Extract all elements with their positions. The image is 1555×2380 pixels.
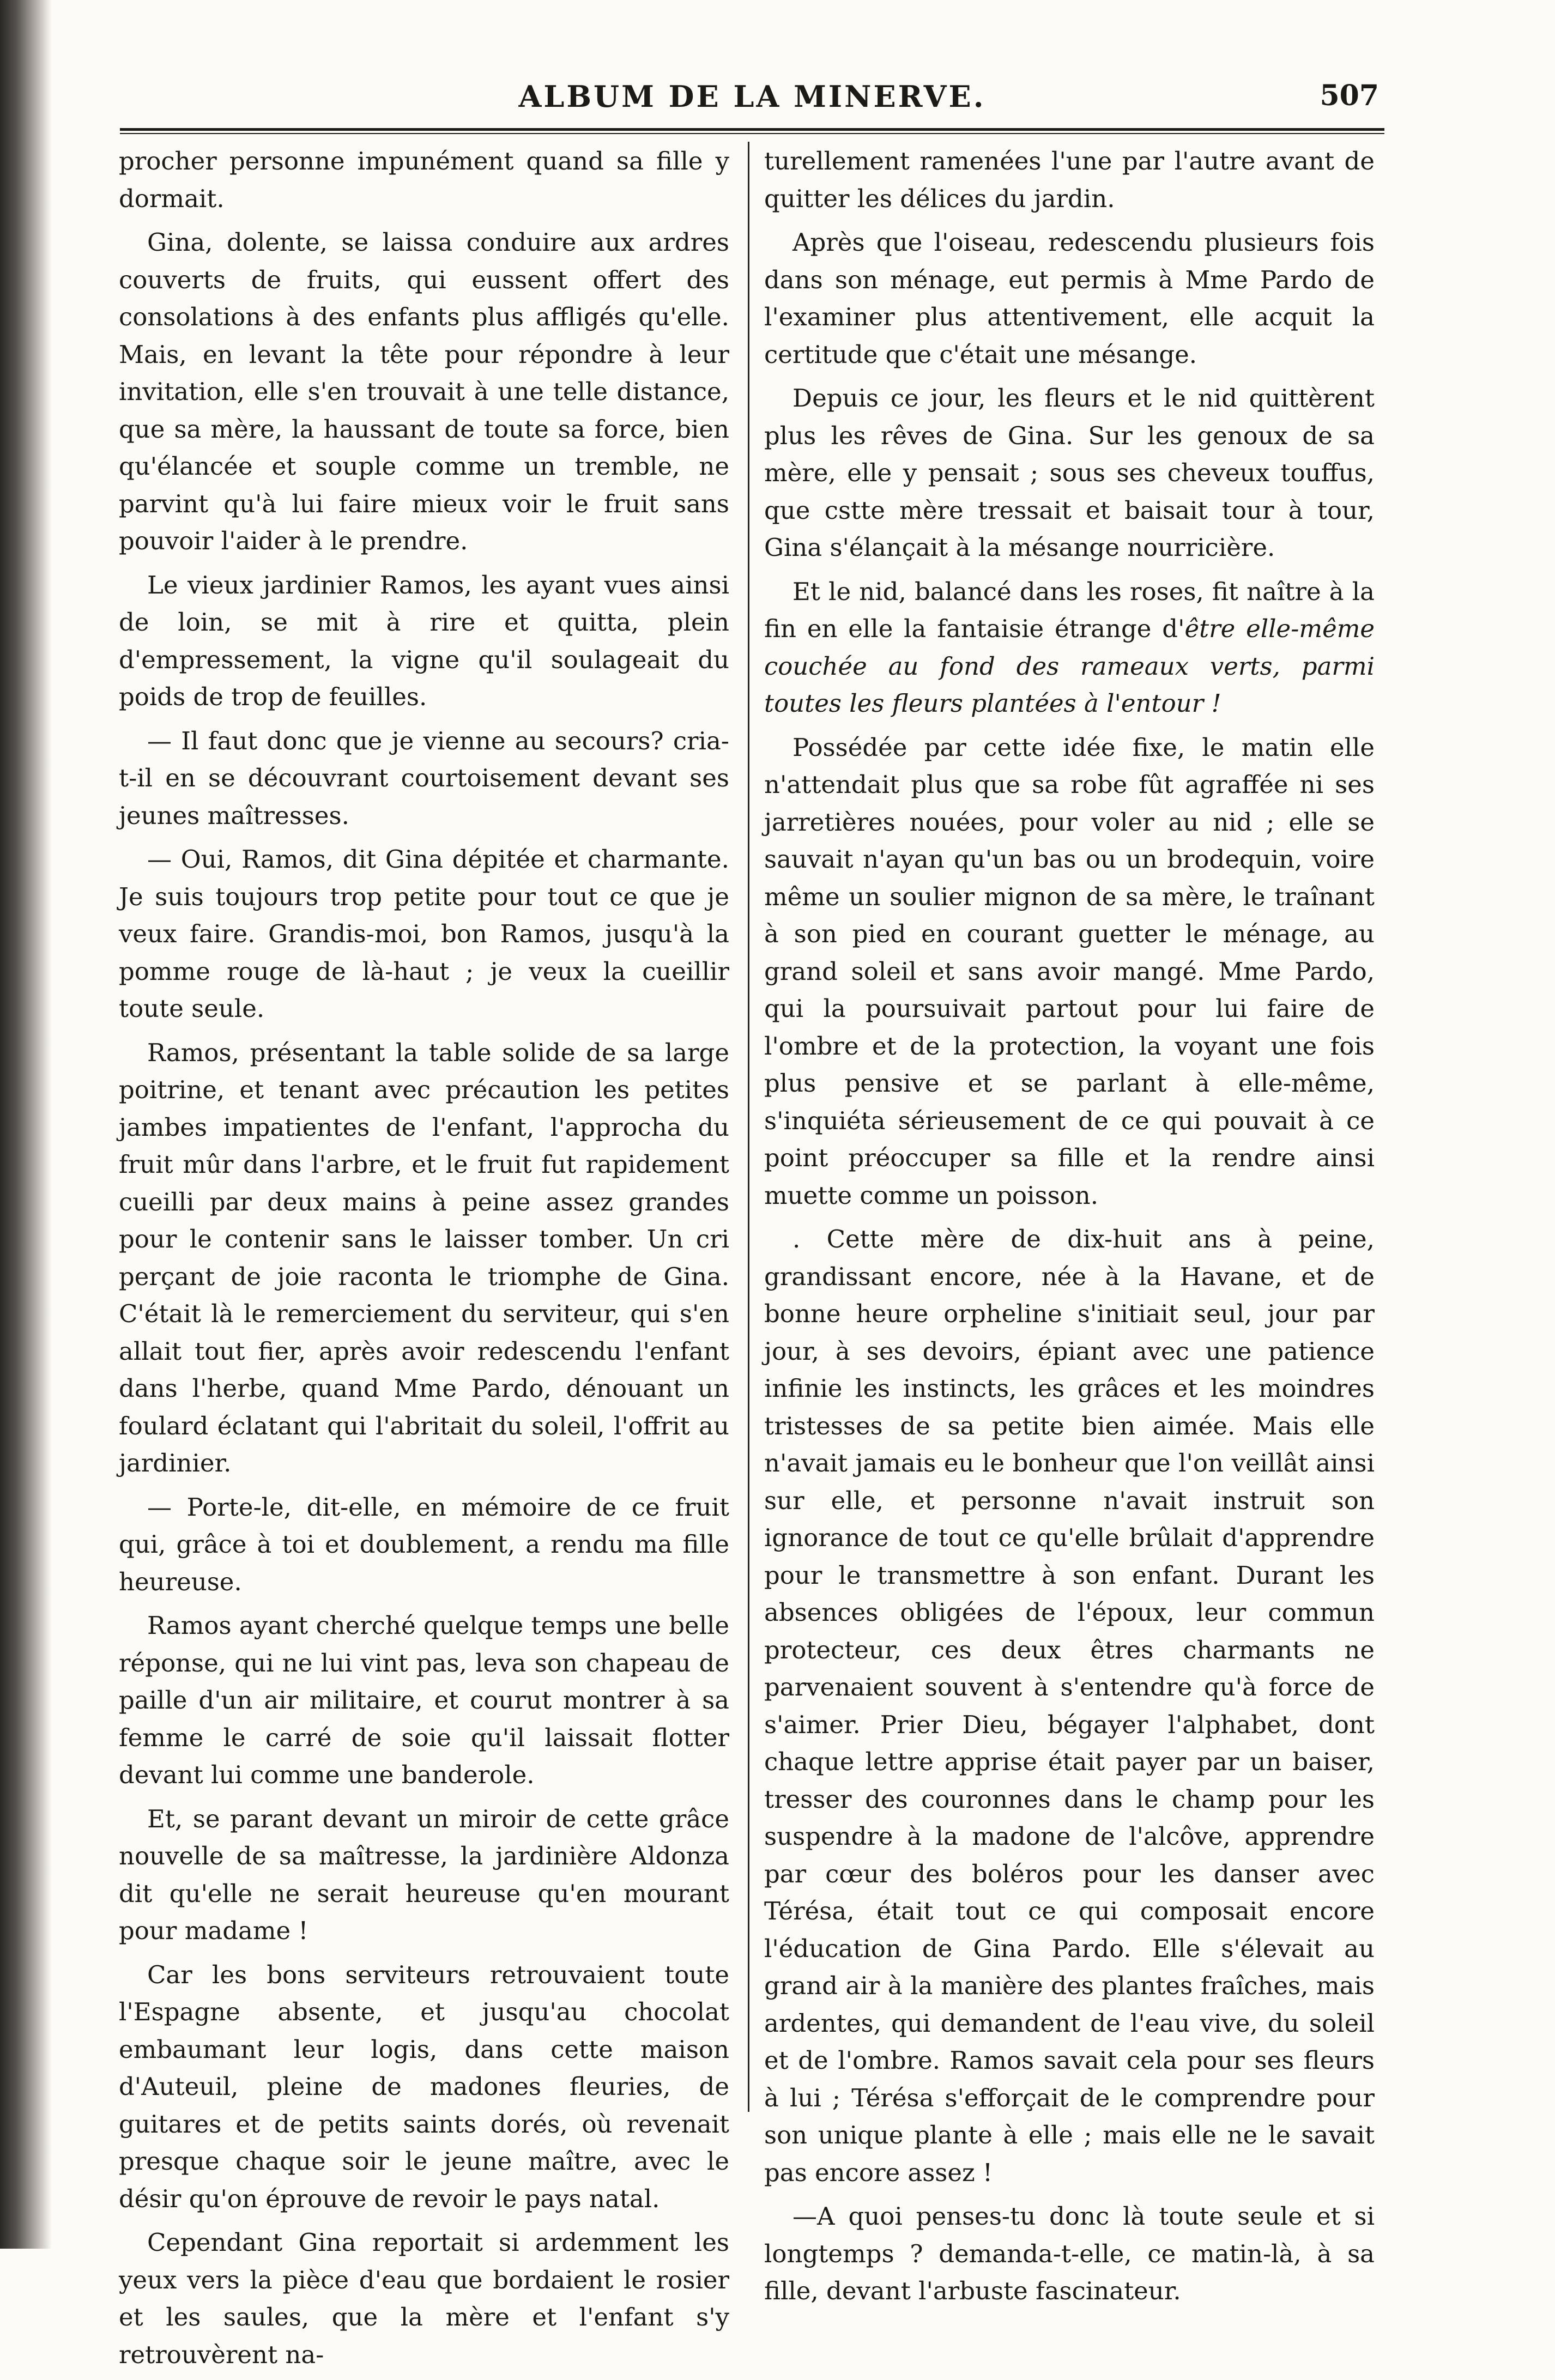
paragraph: Et, se parant devant un miroir de cette grâce nouvelle de sa maîtresse, la jardinière Aldonza dit qu'elle ne serait heureuse qu'en mourant pour madame ! — [119, 1804, 729, 1945]
paragraph: . Cette mère de dix-huit ans à peine, grandissant encore, née à la Havane, et de bonne heure orpheline s'initiait seul, jour par jour, à ses devoirs, épiant avec une patience infinie les instincts, les grâces et les moindres tristesses de sa petite bien aimée. Mais elle n'avait jamais eu le bonheur que l'on veillât ainsi sur elle, et personne n'avait instruit son ignorance de tout ce qu'elle brûlait d'apprendre pour le transmettre à son enfant. Durant les absences obligées de l'époux, leur commun protecteur, ces deux êtres charmants ne parvenaient souvent à s'entendre qu'à force de s'aimer. Prier Dieu, bégayer l'alphabet, dont chaque lettre apprise était payer par un baiser, tresser des couronnes dans le champ pour les suspendre à la madone de l'alcôve, apprendre par cœur des boléros pour les danser avec Térésa, était tout ce qui composait encore l'éducation de Gina Pardo. Elle s'élevait au grand air à la manière des plantes fraîches, mais ardentes, qui demandent de l'eau vive, du soleil et de l'ombre. Ramos savait cela pour ses fleurs à lui ; Térésa s'efforçait de le comprendre pour son unique plante à elle ; mais elle ne le savait pas encore assez ! — [764, 1225, 1375, 2187]
left-column — [119, 143, 729, 2380]
paragraph: Depuis ce jour, les fleurs et le nid quittèrent plus les rêves de Gina. Sur les genoux de sa mère, elle y pensait ; sous ses cheveux touffus, que cstte mère tressait et baisait tour à tour, Gina s'élançait à la mésange nourricière. — [764, 384, 1375, 562]
paragraph: Cependant Gina reportait si ardemment les yeux vers la pièce d'eau que bordaient le rosier et les saules, que la mère et l'enfant s'y retrouvèrent na- — [119, 2228, 729, 2369]
italic-passage: être elle-même couchée au fond des rameaux verts, parmi toutes les fleurs plantées à l'entour ! — [764, 614, 1375, 718]
paragraph: — Oui, Ramos, dit Gina dépitée et charmante. Je suis toujours trop petite pour tout ce que je veux faire. Grandis-moi, bon Ramos, jusqu'à la pomme rouge de là-haut ; je veux la cueillir toute seule. — [119, 845, 729, 1023]
page-number: 507 — [1320, 79, 1379, 112]
paragraph: — Porte-le, dit-elle, en mémoire de ce fruit qui, grâce à toi et doublement, a rendu ma fille heureuse. — [119, 1492, 729, 1596]
paragraph: Gina, dolente, se laissa conduire aux ardres couverts de fruits, qui eussent offert des consolations à des enfants plus affligés qu'elle. Mais, en levant la tête pour répondre à leur invitation, elle s'en trouvait à une telle distance, que sa mère, la haussant de toute sa force, bien qu'élancée et souple comme un tremble, ne parvint qu'à lui faire mieux voir le fruit sans pouvoir l'aider à le prendre. — [119, 228, 729, 555]
page-header — [125, 79, 1379, 123]
paragraph-with-italic — [764, 573, 1375, 723]
paragraph: procher personne impunément quand sa fille y dormait. — [119, 147, 729, 213]
paragraph: Possédée par cette idée fixe, le matin elle n'attendait plus que sa robe fût agraffée ni ses jarretières nouées, pour voler au nid ; elle se sauvait n'ayan qu'un bas ou un brodequin, voire même un soulier mignon de sa mère, le traînant à son pied en courant guetter le ménage, au grand soleil et sans avoir mangé. Mme Pardo, qui la poursuivait partout pour lui faire de l'ombre et de la protection, la voyant une fois plus pensive et se parlant à elle-même, s'inquiéta sérieusement de ce qui pouvait à ce point préoccuper sa fille et la rendre ainsi muette comme un poisson. — [764, 732, 1375, 1210]
column-divider — [748, 142, 749, 2112]
running-title: ALBUM DE LA MINERVE. — [518, 79, 986, 114]
header-rule — [120, 128, 1384, 131]
paragraph-text: Et le nid, balancé dans les roses, fit naître à la fin en elle la fantaisie étrange d' — [764, 577, 1375, 643]
paragraph: Ramos ayant cherché quelque temps une belle réponse, qui ne lui vint pas, leva son chapeau de paille d'un air militaire, et courut montrer à sa femme le carré de soie qu'il laissait flotter devant lui comme une banderole. — [119, 1611, 729, 1789]
right-column — [764, 143, 1375, 2317]
scan-binding-edge — [0, 0, 52, 2249]
paragraph: —A quoi penses-tu donc là toute seule et si longtemps ? demanda-t-elle, ce matin-là, à sa fille, devant l'arbuste fascinateur. — [764, 2202, 1375, 2305]
paragraph: — Il faut donc que je vienne au secours? cria-t-il en se découvrant courtoisement devant ses jeunes maîtresses. — [119, 726, 729, 830]
paragraph: Après que l'oiseau, redescendu plusieurs fois dans son ménage, eut permis à Mme Pardo de l'examiner plus attentivement, elle acquit la certitude que c'était une mésange. — [764, 228, 1375, 369]
paragraph: Le vieux jardinier Ramos, les ayant vues ainsi de loin, se mit à rire et quitta, plein d'empressement, la vigne qu'il soulageait du poids de trop de feuilles. — [119, 570, 729, 711]
paragraph: Car les bons serviteurs retrouvaient toute l'Espagne absente, et jusqu'au chocolat embaumant leur logis, dans cette maison d'Auteuil, pleine de madones fleuries, de guitares et de petits saints dorés, où revenait presque chaque soir le jeune maître, avec le désir qu'on éprouve de revoir le pays natal. — [119, 1960, 729, 2213]
paragraph: Ramos, présentant la table solide de sa large poitrine, et tenant avec précaution les petites jambes impatientes de l'enfant, l'approcha du fruit mûr dans l'arbre, et le fruit fut rapidement cueilli par deux mains à peine assez grandes pour le contenir sans le laisser tomber. Un cri perçant de joie raconta le triomphe de Gina. C'était là le remerciement du serviteur, qui s'en allait tout fier, après avoir redescendu l'enfant dans l'herbe, quand Mme Pardo, dénouant un foulard éclatant qui l'abritait du soleil, l'offrit au jardinier. — [119, 1038, 729, 1477]
paragraph: turellement ramenées l'une par l'autre avant de quitter les délices du jardin. — [764, 147, 1375, 213]
header-rule-thin — [120, 133, 1384, 134]
